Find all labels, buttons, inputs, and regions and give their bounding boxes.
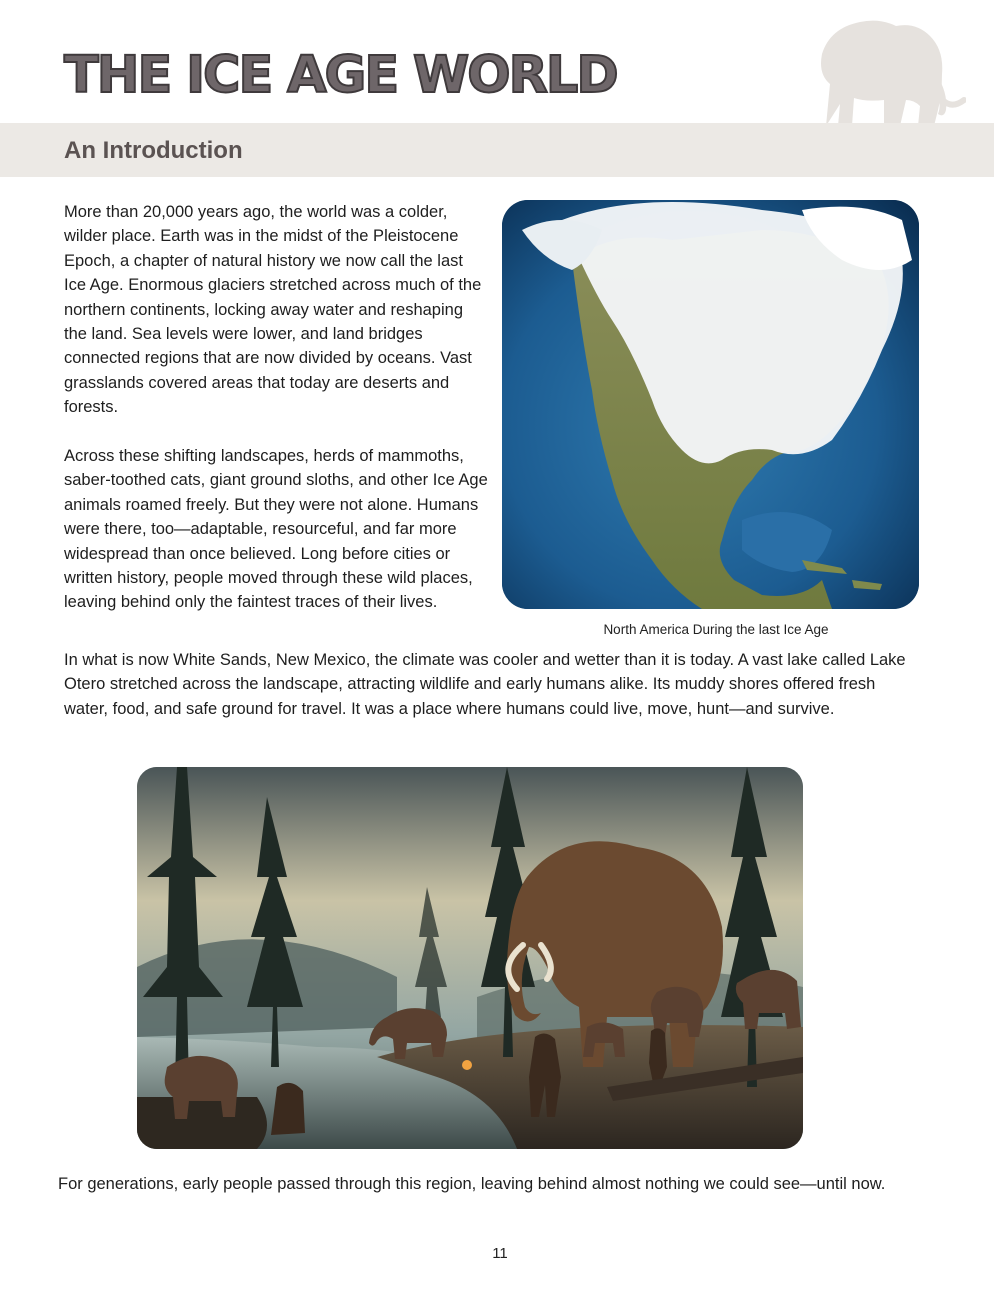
- intro-paragraph-1: More than 20,000 years ago, the world was a colder, wilder place. Earth was in the midst of the Pleistocene Epoch, a chapter of natural history we now call the last Ice Age. Enormous glaciers stretched across much of the northern continents, locking away water and reshaping the land. Sea levels were lower, and land bridges connected regions that are now divided by oceans. Vast grasslands covered areas that today are deserts and forests.: [64, 203, 482, 417]
- ice-age-north-america-map-image: [502, 200, 919, 609]
- mammoths-and-early-humans-scene-image: [137, 767, 803, 1149]
- white-sands-paragraph: In what is now White Sands, New Mexico, the climate was cooler and wetter than it is today. A vast lake called Lake Otero stretched across the landscape, attracting wildlife and early humans alike. Its muddy shores offered fresh water, food, and safe ground for travel. It was a place where humans could live, move, hunt—and survive.: [64, 651, 906, 718]
- map-caption: North America During the last Ice Age: [603, 622, 829, 637]
- page-title: THE ICE AGE WORLD: [64, 46, 617, 105]
- page-number: 11: [492, 1245, 508, 1262]
- mammoth-silhouette-icon: [796, 14, 966, 126]
- closing-paragraph: For generations, early people passed through this region, leaving behind almost nothing we could see—until now.: [58, 1175, 886, 1193]
- intro-paragraph-2: Across these shifting landscapes, herds of mammoths, saber-toothed cats, giant ground sloths, and other Ice Age animals roamed freely. But they were not alone. Humans were there, too—adaptable, resourceful, and far more widespread than once believed. Long before cities or written history, people moved through these wild places, leaving behind only the faintest traces of their lives.: [64, 447, 488, 612]
- section-heading: An Introduction: [64, 137, 243, 164]
